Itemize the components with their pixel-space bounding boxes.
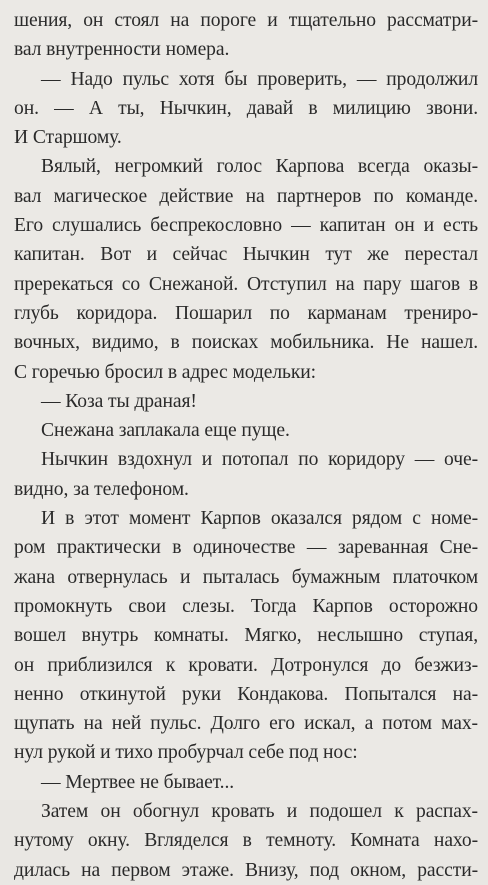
text-line: — Коза ты драная!: [41, 390, 197, 412]
text-line: дилась на первом этаже. Внизу, под окном, рассти-: [14, 859, 478, 881]
text-line: вошел внутрь комнаты. Мягко, неслышно ступая,: [14, 625, 478, 647]
text-line: нутому окну. Вгляделся в темноту. Комната нахо-: [14, 830, 478, 852]
text-line: вочных, видимо, в поисках мобильника. Не нашел.: [14, 332, 478, 354]
text-line: жана отвернулась и пыталась бумажным платочком: [14, 566, 478, 588]
text-line: глубь коридора. Пошарил по карманам трениро-: [14, 302, 478, 324]
text-line: И Старшому.: [14, 127, 122, 149]
text-line: щупать на ней пульс. Долго его искал, а потом мах-: [14, 713, 478, 735]
text-line: И в этот момент Карпов оказался рядом с номе-: [41, 508, 478, 530]
text-line: ненно откинутой руки Кондакова. Попытался на-: [14, 683, 478, 705]
text-line: Вялый, негромкий голос Карпова всегда оказы-: [41, 156, 478, 178]
text-line: промокнуть свои слезы. Тогда Карпов осторожно: [14, 595, 478, 617]
text-line: ром практически в одиночестве — зареванная Сне-: [14, 537, 478, 559]
text-line: пререкаться со Снежаной. Отступил на пару шагов в: [14, 273, 478, 295]
text-line: он приблизился к кровати. Дотронулся до безжиз-: [14, 654, 478, 676]
text-line: видно, за телефоном.: [14, 478, 189, 500]
text-line: Нычкин вздохнул и потопал по коридору — оче-: [41, 449, 478, 471]
text-line: он. — А ты, Нычкин, давай в милицию звони.: [14, 97, 478, 119]
text-line: шения, он стоял на пороге и тщательно рассматри-: [14, 10, 478, 31]
text-line: вал внутренности номера.: [14, 39, 230, 61]
text-line: — Надо пульс хотя бы проверить, — продолжил: [41, 68, 478, 90]
text-line: Его слушались беспрекословно — капитан он и есть: [14, 215, 478, 237]
text-line: С горечью бросил в адрес модельки:: [14, 361, 317, 383]
text-line: капитан. Вот и сейчас Нычкин тут же перестал: [14, 244, 478, 266]
text-line: вал магическое действие на партнеров по команде.: [14, 185, 478, 207]
text-line: — Мертвее не бывает...: [41, 771, 235, 793]
text-line: Снежана заплакала еще пуще.: [41, 420, 290, 442]
text-line: Затем он обогнул кровать и подошел к распах-: [41, 801, 478, 823]
text-line: нул рукой и тихо пробурчал себе под нос:: [14, 742, 358, 764]
